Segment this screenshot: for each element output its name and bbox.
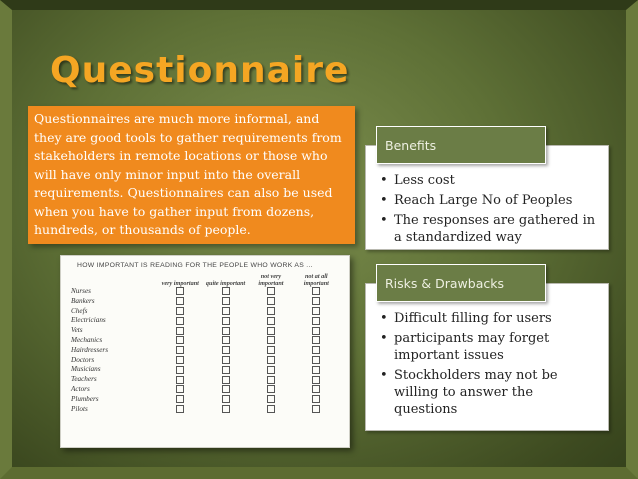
checkbox-icon — [267, 376, 275, 384]
checkbox-icon — [312, 376, 320, 384]
survey-cell — [158, 395, 203, 405]
survey-row-label: Pilots — [71, 404, 88, 413]
checkbox-icon — [222, 346, 230, 354]
checkbox-icon — [222, 317, 230, 325]
survey-cell — [203, 287, 248, 297]
survey-row — [71, 336, 339, 346]
survey-row — [71, 395, 339, 405]
survey-cell — [158, 326, 203, 336]
survey-cell — [248, 405, 293, 415]
survey-question: HOW IMPORTANT IS READING FOR THE PEOPLE WHO WORK AS ... — [77, 262, 313, 269]
checkbox-icon — [222, 327, 230, 335]
checkbox-icon — [267, 356, 275, 364]
benefits-item: • The responses are gathered in a standardized way — [380, 212, 598, 246]
survey-cell — [158, 405, 203, 415]
checkbox-icon — [176, 297, 184, 305]
survey-row — [71, 356, 339, 366]
survey-row — [71, 287, 339, 297]
checkbox-icon — [267, 327, 275, 335]
checkbox-icon — [176, 356, 184, 364]
checkbox-icon — [312, 297, 320, 305]
checkbox-icon — [176, 327, 184, 335]
survey-cell — [294, 365, 339, 375]
survey-cell — [203, 365, 248, 375]
checkbox-icon — [176, 366, 184, 374]
checkbox-icon — [176, 395, 184, 403]
survey-cell — [248, 336, 293, 346]
checkbox-icon — [267, 336, 275, 344]
survey-table — [71, 273, 339, 414]
checkbox-icon — [267, 287, 275, 295]
survey-row-label: Nurses — [71, 287, 91, 295]
survey-cell — [294, 297, 339, 307]
checkbox-icon — [312, 307, 320, 315]
checkbox-icon — [222, 376, 230, 384]
survey-header-empty — [71, 273, 158, 287]
survey-cell — [203, 405, 248, 415]
checkbox-icon — [222, 385, 230, 393]
survey-cell — [248, 375, 293, 385]
checkbox-icon — [222, 297, 230, 305]
checkbox-icon — [222, 366, 230, 374]
checkbox-icon — [222, 356, 230, 364]
survey-row-label: Bankers — [71, 296, 95, 305]
survey-cell — [294, 287, 339, 297]
survey-row-label: Mechanics — [71, 335, 103, 344]
checkbox-icon — [176, 336, 184, 344]
survey-cell — [248, 297, 293, 307]
survey-cell — [248, 356, 293, 366]
checkbox-icon — [176, 346, 184, 354]
checkbox-icon — [222, 395, 230, 403]
survey-cell — [203, 307, 248, 317]
survey-cell — [248, 307, 293, 317]
checkbox-icon — [267, 297, 275, 305]
checkbox-icon — [267, 366, 275, 374]
slide-title: Questionnaire — [50, 50, 350, 91]
survey-row-label: Hairdressers — [71, 345, 109, 354]
checkbox-icon — [312, 405, 320, 413]
description-box: Questionnaires are much more informal, and they are good tools to gather requirements from stakeholders in remote locations or those who will have only minor input into the overall requirements. Questionnaires can also be used when you have to gather input from dozens, hundreds, or thousands of people. — [28, 106, 355, 244]
survey-cell — [248, 365, 293, 375]
survey-row-label: Teachers — [71, 375, 97, 384]
checkbox-icon — [312, 327, 320, 335]
survey-cell — [294, 336, 339, 346]
survey-header-row — [71, 273, 339, 287]
survey-cell — [158, 297, 203, 307]
survey-cell — [294, 316, 339, 326]
checkbox-icon — [312, 336, 320, 344]
survey-cell — [158, 307, 203, 317]
checkbox-icon — [176, 405, 184, 413]
survey-body — [71, 287, 339, 414]
risks-item: • participants may forget important issues — [380, 330, 598, 364]
checkbox-icon — [176, 317, 184, 325]
risks-item: • Stockholders may not be willing to answer the questions — [380, 367, 598, 418]
checkbox-icon — [312, 385, 320, 393]
checkbox-icon — [176, 385, 184, 393]
checkbox-icon — [312, 346, 320, 354]
survey-column-header: very important — [161, 280, 199, 287]
checkbox-icon — [176, 376, 184, 384]
survey-cell — [158, 365, 203, 375]
survey-cell — [203, 395, 248, 405]
survey-cell — [158, 346, 203, 356]
survey-cell — [203, 326, 248, 336]
survey-cell — [203, 375, 248, 385]
survey-row — [71, 316, 339, 326]
checkbox-icon — [222, 405, 230, 413]
survey-cell — [203, 297, 248, 307]
checkbox-icon — [267, 385, 275, 393]
survey-row — [71, 375, 339, 385]
survey-row — [71, 346, 339, 356]
risks-item: • Difficult filling for users — [380, 310, 598, 327]
checkbox-icon — [312, 395, 320, 403]
survey-cell — [158, 316, 203, 326]
survey-row — [71, 405, 339, 415]
checkbox-icon — [312, 287, 320, 295]
checkbox-icon — [176, 287, 184, 295]
sample-questionnaire-image — [60, 255, 350, 448]
survey-row-label: Musicians — [71, 365, 101, 374]
survey-row-label: Chefs — [71, 306, 88, 315]
risks-list — [380, 310, 598, 418]
survey-cell — [294, 405, 339, 415]
checkbox-icon — [312, 366, 320, 374]
checkbox-icon — [267, 395, 275, 403]
risks-panel — [365, 283, 609, 431]
survey-cell — [158, 336, 203, 346]
benefits-tab: Benefits — [376, 126, 546, 164]
checkbox-icon — [267, 405, 275, 413]
survey-row — [71, 326, 339, 336]
survey-cell — [248, 326, 293, 336]
survey-cell — [248, 287, 293, 297]
survey-cell — [294, 326, 339, 336]
survey-cell — [294, 395, 339, 405]
survey-cell — [203, 356, 248, 366]
benefits-item: • Reach Large No of Peoples — [380, 192, 598, 209]
survey-row-label: Doctors — [71, 355, 95, 364]
survey-column-header: not at all important — [303, 273, 329, 287]
survey-cell — [294, 375, 339, 385]
checkbox-icon — [222, 287, 230, 295]
checkbox-icon — [222, 307, 230, 315]
checkbox-icon — [176, 307, 184, 315]
survey-cell — [158, 375, 203, 385]
survey-row-label: Vets — [71, 326, 83, 335]
survey-row-label: Actors — [71, 384, 90, 393]
survey-cell — [158, 287, 203, 297]
survey-cell — [294, 356, 339, 366]
checkbox-icon — [312, 356, 320, 364]
survey-cell — [248, 346, 293, 356]
survey-row — [71, 297, 339, 307]
survey-cell — [294, 307, 339, 317]
checkbox-icon — [267, 346, 275, 354]
survey-cell — [158, 356, 203, 366]
checkbox-icon — [312, 317, 320, 325]
survey-cell — [294, 385, 339, 395]
survey-cell — [203, 346, 248, 356]
survey-row-label: Plumbers — [71, 394, 99, 403]
survey-cell — [248, 395, 293, 405]
survey-cell — [203, 336, 248, 346]
survey-row — [71, 307, 339, 317]
survey-cell — [158, 385, 203, 395]
survey-cell — [203, 316, 248, 326]
benefits-list — [380, 172, 598, 246]
checkbox-icon — [267, 307, 275, 315]
survey-row-label: Electricians — [71, 316, 106, 325]
checkbox-icon — [222, 336, 230, 344]
survey-row — [71, 365, 339, 375]
survey-row — [71, 385, 339, 395]
benefits-item: • Less cost — [380, 172, 598, 189]
checkbox-icon — [267, 317, 275, 325]
risks-tab: Risks & Drawbacks — [376, 264, 546, 302]
survey-column-header: not very important — [258, 273, 284, 287]
survey-cell — [294, 346, 339, 356]
survey-column-header: quite important — [205, 280, 246, 287]
survey-cell — [203, 385, 248, 395]
survey-cell — [248, 316, 293, 326]
survey-cell — [248, 385, 293, 395]
